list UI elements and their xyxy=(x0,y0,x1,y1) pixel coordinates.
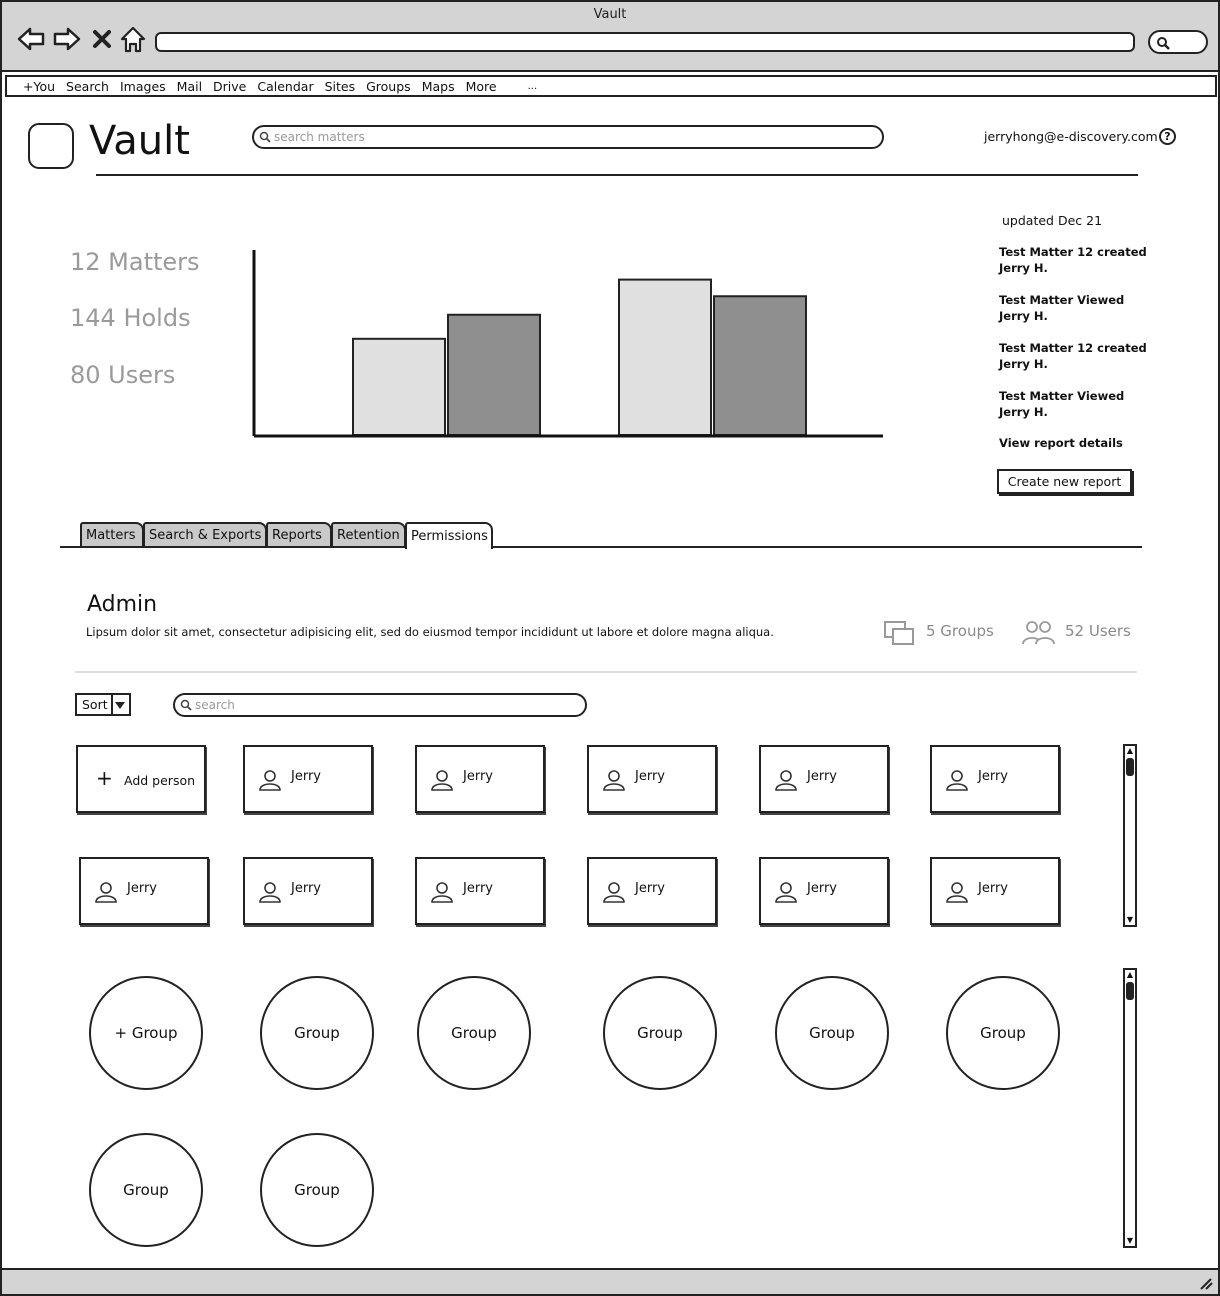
bookmark-maps[interactable]: Maps xyxy=(421,78,455,94)
plus-icon: + xyxy=(96,766,113,790)
chart-bar xyxy=(714,296,806,435)
tab-matters[interactable]: Matters xyxy=(80,522,144,547)
scroll-thumb[interactable] xyxy=(1126,982,1134,1000)
person-name: Jerry xyxy=(635,769,665,784)
people-search-placeholder: search xyxy=(195,698,235,712)
person-card[interactable] xyxy=(79,857,209,925)
tab-reports[interactable]: Reports xyxy=(266,522,332,547)
matters-count: 12 Matters xyxy=(70,248,200,276)
bookmark-search[interactable]: Search xyxy=(66,78,109,94)
person-card[interactable] xyxy=(930,857,1060,925)
activity-item xyxy=(999,388,1124,420)
person-icon xyxy=(603,769,625,791)
activity-updated: updated Dec 21 xyxy=(1002,213,1103,228)
bookmark-calendar[interactable]: Calendar xyxy=(257,78,314,94)
group-circle[interactable]: Group xyxy=(260,976,374,1090)
scroll-down-icon[interactable]: ▼ xyxy=(1126,915,1134,924)
resize-grip-icon[interactable] xyxy=(1198,1276,1214,1290)
group-circle[interactable]: Group xyxy=(946,976,1060,1090)
activity-user: Jerry H. xyxy=(999,261,1048,275)
activity-item xyxy=(999,244,1147,276)
person-icon xyxy=(431,881,453,903)
person-name: Jerry xyxy=(463,769,493,784)
person-card[interactable] xyxy=(930,745,1060,813)
section-title: Admin xyxy=(87,592,158,617)
add-person-button[interactable] xyxy=(76,745,206,813)
activity-user: Jerry H. xyxy=(999,405,1048,419)
activity-item xyxy=(999,340,1147,372)
section-description: Lipsum dolor sit amet, consectetur adipisicing elit, sed do eiusmod tempor incididunt ut labore et dolore magna aliqua. xyxy=(86,625,774,639)
users-icon xyxy=(1021,618,1057,646)
activity-title: Test Matter Viewed xyxy=(999,389,1125,403)
scroll-up-icon[interactable]: ▲ xyxy=(1126,746,1134,755)
users-count: 80 Users xyxy=(70,361,176,389)
browser-toolbar xyxy=(2,2,1218,72)
tab-permissions[interactable]: Permissions xyxy=(405,522,493,549)
person-name: Jerry xyxy=(978,769,1008,784)
person-icon xyxy=(95,881,117,903)
person-name: Jerry xyxy=(978,881,1008,896)
search-icon xyxy=(180,699,192,711)
tab-divider xyxy=(60,546,1142,548)
summary-bar-chart xyxy=(247,242,887,442)
activity-title: Test Matter 12 created xyxy=(999,341,1147,355)
person-name: Jerry xyxy=(291,769,321,784)
close-icon[interactable] xyxy=(90,24,114,54)
bookmark-drive[interactable]: Drive xyxy=(213,78,247,94)
people-scrollbar[interactable] xyxy=(1123,744,1137,927)
search-icon xyxy=(1156,36,1170,50)
bookmark-mail[interactable]: Mail xyxy=(176,78,203,94)
person-card[interactable] xyxy=(587,745,717,813)
person-card[interactable] xyxy=(759,745,889,813)
section-divider xyxy=(75,671,1137,673)
person-card[interactable] xyxy=(243,745,373,813)
group-circle[interactable]: Group xyxy=(603,976,717,1090)
group-circle[interactable]: Group xyxy=(775,976,889,1090)
browser-search-field[interactable] xyxy=(1148,30,1208,54)
bookmark-sites[interactable]: Sites xyxy=(324,78,356,94)
person-card[interactable] xyxy=(759,857,889,925)
holds-count: 144 Holds xyxy=(70,304,191,332)
bookmark-more[interactable]: More xyxy=(465,78,497,94)
person-name: Jerry xyxy=(127,881,157,896)
chevron-down-icon[interactable] xyxy=(111,695,129,714)
scroll-thumb[interactable] xyxy=(1126,758,1134,776)
user-email[interactable]: jerryhong@e-discovery.com xyxy=(984,129,1158,144)
bookmark-bar xyxy=(5,75,1217,97)
bookmark-overflow[interactable]: ... xyxy=(527,80,538,92)
person-card[interactable] xyxy=(415,745,545,813)
app-title: Vault xyxy=(89,118,190,164)
matters-search-placeholder: search matters xyxy=(274,130,365,144)
person-icon xyxy=(775,769,797,791)
person-icon xyxy=(946,769,968,791)
person-icon xyxy=(259,769,281,791)
group-circle[interactable]: Group xyxy=(260,1133,374,1247)
scroll-up-icon[interactable]: ▲ xyxy=(1126,970,1134,979)
window-title: Vault xyxy=(593,7,627,22)
bookmark-groups[interactable]: Groups xyxy=(366,78,411,94)
matters-search-input[interactable] xyxy=(252,125,884,149)
person-name: Jerry xyxy=(291,881,321,896)
search-icon xyxy=(259,131,271,143)
person-icon xyxy=(603,881,625,903)
header-divider xyxy=(96,174,1138,176)
sort-label: Sort xyxy=(82,697,108,712)
person-name: Jerry xyxy=(807,881,837,896)
person-name: Jerry xyxy=(463,881,493,896)
person-card[interactable] xyxy=(243,857,373,925)
group-circle[interactable]: Group xyxy=(417,976,531,1090)
person-name: Jerry xyxy=(635,881,665,896)
bookmark-images[interactable]: Images xyxy=(119,78,166,94)
chart-bar xyxy=(353,339,445,435)
users-count-badge[interactable]: 52 Users xyxy=(1065,622,1131,640)
person-icon xyxy=(946,881,968,903)
tab-retention[interactable]: Retention xyxy=(331,522,406,547)
activity-user: Jerry H. xyxy=(999,309,1048,323)
person-name: Jerry xyxy=(807,769,837,784)
address-bar[interactable] xyxy=(155,32,1135,52)
status-bar xyxy=(2,1268,1218,1294)
sort-dropdown[interactable] xyxy=(75,693,131,716)
forward-arrow-icon[interactable] xyxy=(52,24,82,54)
activity-item xyxy=(999,292,1124,324)
create-report-button[interactable]: Create new report xyxy=(997,469,1132,494)
chart-bar xyxy=(619,280,711,435)
tab-search-exports[interactable]: Search & Exports xyxy=(143,522,267,547)
help-icon[interactable]: ? xyxy=(1159,128,1176,145)
back-arrow-icon[interactable] xyxy=(16,24,46,54)
scroll-down-icon[interactable]: ▼ xyxy=(1126,1236,1134,1245)
groups-scrollbar[interactable] xyxy=(1123,968,1137,1248)
add-group-button[interactable]: + Group xyxy=(89,976,203,1090)
person-icon xyxy=(775,881,797,903)
add-person-label: Add person xyxy=(124,773,196,788)
person-card[interactable] xyxy=(587,857,717,925)
activity-title: Test Matter 12 created xyxy=(999,245,1147,259)
groups-count[interactable]: 5 Groups xyxy=(926,622,994,640)
person-icon xyxy=(431,769,453,791)
view-report-link[interactable]: View report details xyxy=(999,436,1123,450)
group-circle[interactable]: Group xyxy=(89,1133,203,1247)
person-card[interactable] xyxy=(415,857,545,925)
activity-title: Test Matter Viewed xyxy=(999,293,1125,307)
groups-icon xyxy=(883,619,917,647)
bookmark-you[interactable]: +You xyxy=(23,78,56,94)
person-icon xyxy=(259,881,281,903)
chart-bar xyxy=(448,315,540,435)
home-icon[interactable] xyxy=(118,24,148,54)
activity-user: Jerry H. xyxy=(999,357,1048,371)
app-logo xyxy=(28,123,74,169)
people-search-input[interactable] xyxy=(173,693,587,717)
